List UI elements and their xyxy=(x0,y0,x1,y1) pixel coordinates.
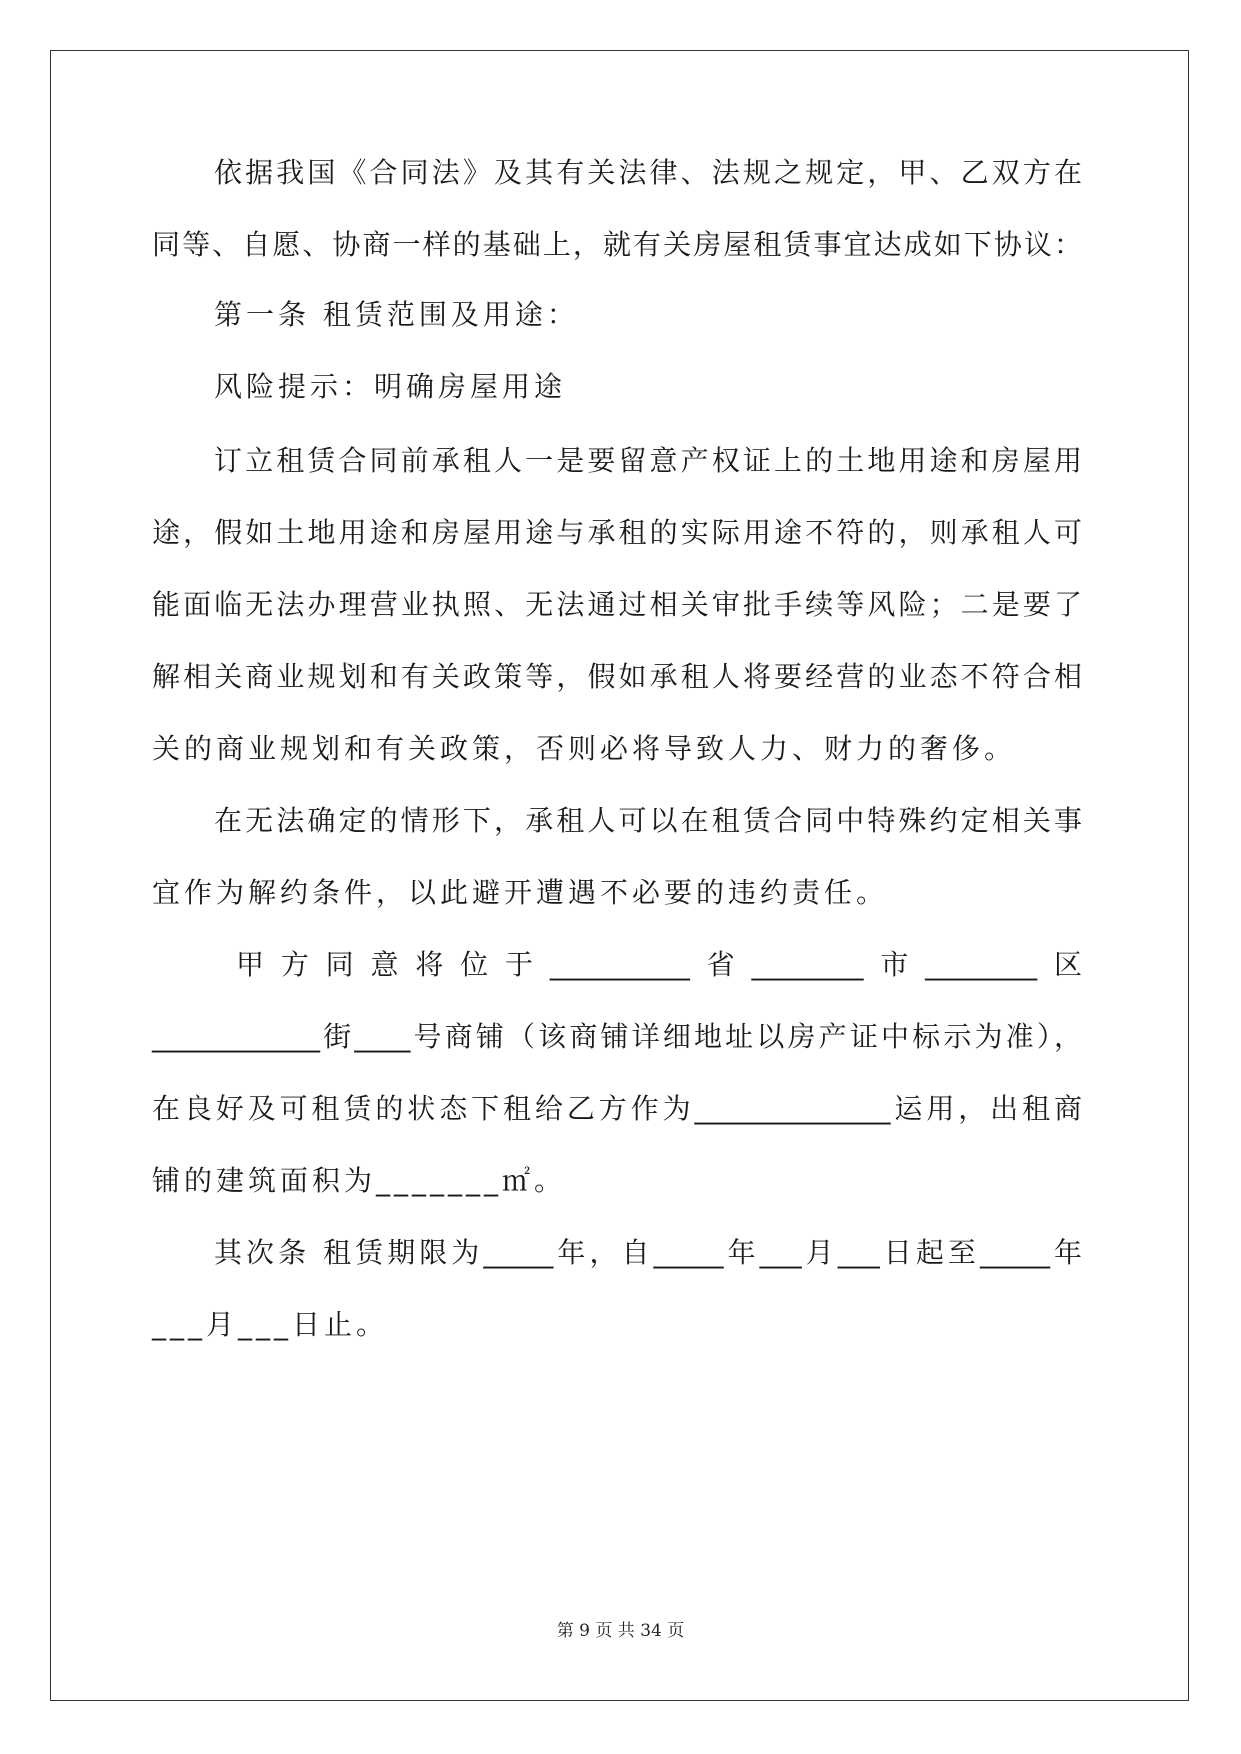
address-line-1: 甲方同意将位于__________省________市________区 xyxy=(236,948,1082,981)
page-number-footer: 第 9 页 共 34 页 xyxy=(556,1621,685,1641)
body-line-9: 关的商业规划和有关政策，否则必将导致人力、财力的奢侈。 xyxy=(152,732,1017,765)
body-line-11: 宜作为解约条件，以此避开遭遇不必要的违约责任。 xyxy=(152,876,889,909)
address-line-2: ____________街____号商铺（该商铺详细地址以房产证中标示为准）， xyxy=(152,1020,1082,1053)
article-heading-1: 第一条 租赁范围及用途： xyxy=(214,298,579,331)
body-line-10: 在无法确定的情形下，承租人可以在租赁合同中特殊约定相关事 xyxy=(214,804,1082,837)
body-line-1: 依据我国《合同法》及其有关法律、法规之规定，甲、乙双方在 xyxy=(214,156,1082,189)
body-line-7: 能面临无法办理营业执照、无法通过相关审批手续等风险；二是要了 xyxy=(152,588,1082,621)
risk-notice-heading: 风险提示：明确房屋用途 xyxy=(214,370,567,403)
body-line-8: 解相关商业规划和有关政策等，假如承租人将要经营的业态不符合相 xyxy=(152,660,1082,693)
body-line-5: 订立租赁合同前承租人一是要留意产权证上的土地用途和房屋用 xyxy=(214,444,1082,477)
lease-term-line-1: 其次条 租赁期限为_____年，自_____年___月___日起至_____年 xyxy=(214,1236,1082,1269)
body-line-6: 途，假如土地用途和房屋用途与承租的实际用途不符的，则承租人可 xyxy=(152,516,1082,549)
lease-term-line-2: ___月___日止。 xyxy=(152,1308,389,1341)
area-line: 铺的建筑面积为_______㎡。 xyxy=(152,1164,567,1197)
body-line-2: 同等、自愿、协商一样的基础上，就有关房屋租赁事宜达成如下协议： xyxy=(152,228,1082,261)
address-line-3: 在良好及可租赁的状态下租给乙方作为______________运用，出租商 xyxy=(152,1092,1082,1125)
